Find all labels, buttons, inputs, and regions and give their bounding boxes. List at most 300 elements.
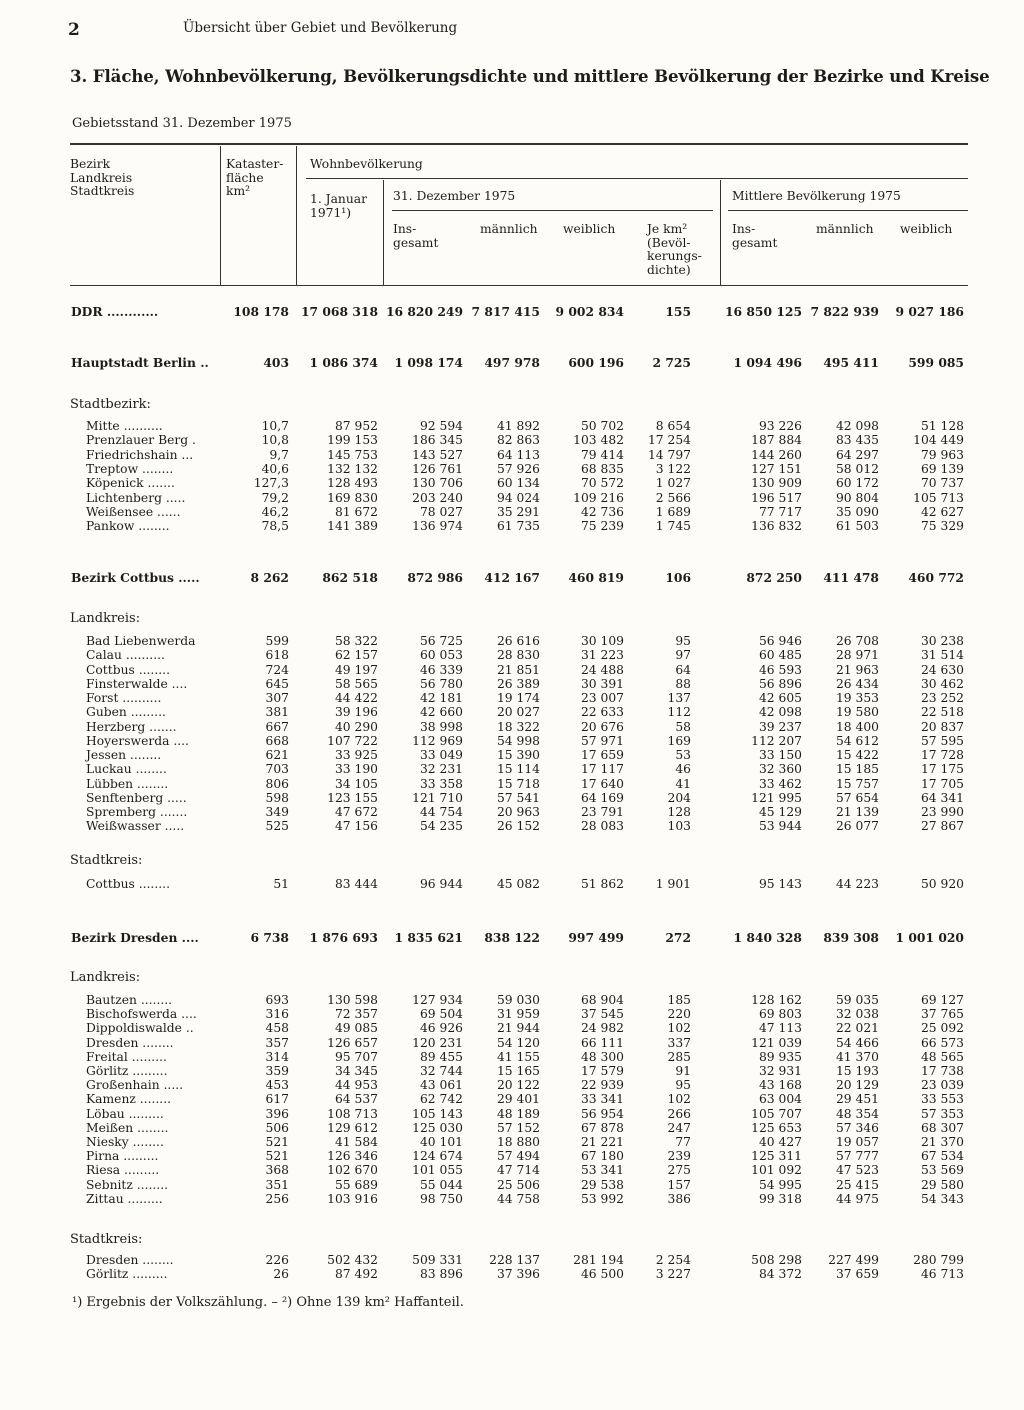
cell-col-9: 66 573 [920,1035,964,1050]
cell-col-5: 37 545 [580,1007,624,1022]
cell-col-9: 37 765 [920,1007,964,1022]
cell-col-5: 22 633 [580,705,624,720]
cell-col-9: 9 027 186 [895,304,964,319]
row-label: Meißen ........ [86,1120,169,1135]
cell-col-3: 101 055 [412,1163,463,1178]
header-unit: Bezirk Landkreis Stadtkreis [70,157,135,198]
cell-col-2: 102 670 [327,1163,378,1178]
cell-col-1: 51 [273,877,289,891]
cell-col-8: 83 435 [835,433,879,448]
cell-col-5: 30 109 [580,634,624,648]
cell-col-5: 23 007 [580,691,624,705]
cell-col-4: 64 113 [496,447,540,462]
cell-col-8: 227 499 [828,1253,879,1267]
header-area: Kataster- fläche km² [226,157,284,198]
cell-col-2: 123 155 [327,790,378,805]
row-label: Görlitz ......... [86,1267,168,1282]
cell-col-4: 497 978 [484,355,540,370]
cell-col-3: 143 527 [412,447,463,462]
cell-col-2: 1 086 374 [309,355,378,370]
page-number: 2 [68,20,80,40]
row-label: Herzberg ....... [86,719,177,734]
cell-col-1: 6 738 [250,930,289,945]
cell-col-7: 46 593 [758,662,802,677]
cell-col-6: 8 654 [655,419,691,433]
cell-col-9: 70 737 [920,476,964,491]
cell-col-9: 25 092 [920,1021,964,1036]
row-landkreis [0,1149,1024,1163]
cell-col-2: 44 953 [334,1078,378,1093]
cell-col-7: 127 151 [751,461,802,476]
row-landkreis [0,1064,1024,1078]
cell-col-9: 17 705 [920,776,964,791]
row-label: Großenhain ..... [86,1078,184,1093]
cell-col-8: 26 077 [835,819,879,834]
cell-col-8: 19 353 [835,691,879,705]
cell-col-1: 108 178 [233,304,289,319]
cell-col-3: 872 986 [407,570,463,585]
cell-col-4: 15 114 [496,762,540,777]
cell-col-8: 20 129 [835,1078,879,1093]
cell-col-2: 108 713 [327,1106,378,1121]
cell-col-3: 78 027 [419,504,463,519]
cell-col-4: 45 082 [496,877,540,891]
cell-col-9: 29 580 [920,1177,964,1192]
cell-col-2: 132 132 [327,461,378,476]
header-vline-3 [383,180,384,285]
row-landkreis [0,1078,1024,1092]
cell-col-4: 26 389 [496,676,540,691]
cell-col-7: 121 995 [751,790,802,805]
cell-col-4: 18 322 [496,719,540,734]
row-label: Dresden ........ [86,1253,174,1267]
cell-col-3: 89 455 [419,1049,463,1064]
cell-col-5: 17 579 [580,1064,624,1078]
cell-col-7: 56 896 [758,676,802,691]
cell-col-3: 124 674 [412,1149,463,1164]
row-landkreis [0,748,1024,762]
cell-col-4: 15 165 [496,1064,540,1078]
cell-col-9: 27 867 [920,819,964,834]
cell-col-2: 72 357 [334,1007,378,1022]
cell-col-9: 30 462 [920,676,964,691]
cell-col-5: 109 216 [573,490,624,505]
cell-col-1: 667 [265,719,289,734]
cell-col-1: 359 [265,1064,289,1078]
cell-col-6: 2 566 [655,490,691,505]
cell-col-1: 521 [265,1135,289,1149]
cell-col-5: 23 791 [580,805,624,819]
cell-col-2: 130 598 [327,993,378,1007]
cell-col-1: 78,5 [261,519,289,534]
cell-col-2: 64 537 [334,1092,378,1107]
cell-col-1: 693 [265,993,289,1007]
header-rule-mittlere [728,210,968,211]
row-landkreis [0,777,1024,791]
cell-col-8: 21 139 [835,805,879,819]
cell-col-8: 41 370 [835,1049,879,1064]
row-label: Zittau ......... [86,1191,163,1206]
row-label: Calau .......... [86,648,165,663]
header-insgesamt: Ins- gesamt [393,222,439,250]
cell-col-7: 89 935 [758,1049,802,1064]
cell-col-3: 120 231 [412,1035,463,1050]
cell-col-7: 187 884 [751,433,802,448]
table-top-rule [70,143,968,145]
row-bezirk-dresden [0,931,1024,945]
row-stadtbezirk [0,419,1024,433]
cell-col-1: 599 [265,634,289,648]
cell-col-3: 16 820 249 [385,304,463,319]
cell-col-8: 7 822 939 [810,304,879,319]
cell-col-3: 62 742 [419,1092,463,1107]
cell-col-3: 43 061 [419,1078,463,1093]
cell-col-9: 280 799 [913,1253,964,1267]
cell-col-7: 130 909 [751,476,802,491]
cell-col-3: 32 744 [419,1064,463,1078]
cell-col-5: 30 391 [580,676,624,691]
cell-col-3: 40 101 [419,1135,463,1149]
cell-col-5: 57 971 [580,733,624,748]
cell-col-3: 186 345 [412,433,463,448]
cell-col-7: 54 995 [758,1177,802,1192]
cell-col-7: 125 653 [751,1120,802,1135]
cell-col-3: 83 896 [419,1267,463,1282]
cell-col-9: 1 001 020 [895,930,964,945]
cell-col-6: 169 [667,733,691,748]
row-label: Weißensee ...... [86,504,181,519]
cell-col-6: 1 027 [655,476,691,491]
cell-col-4: 47 714 [496,1163,540,1178]
cell-col-2: 502 432 [327,1253,378,1267]
row-label: Mitte .......... [86,419,163,433]
cell-col-9: 17 728 [920,748,964,762]
cell-col-8: 19 057 [835,1135,879,1149]
cell-col-7: 42 098 [758,705,802,720]
cell-col-9: 75 329 [920,519,964,534]
header-rule-dec1975 [392,210,713,211]
cell-col-8: 58 012 [835,461,879,476]
cell-col-6: 88 [675,676,691,691]
row-landkreis [0,720,1024,734]
cell-col-8: 54 612 [835,733,879,748]
cell-col-2: 40 290 [334,719,378,734]
row-stadtbezirk [0,448,1024,462]
cell-col-3: 130 706 [412,476,463,491]
row-landkreis [0,734,1024,748]
cell-col-1: 307 [265,691,289,705]
cell-col-7: 33 462 [758,776,802,791]
cell-col-8: 411 478 [823,570,879,585]
cell-col-3: 92 594 [419,419,463,433]
row-landkreis [0,1050,1024,1064]
cell-col-3: 33 049 [419,748,463,762]
cell-col-1: 351 [265,1177,289,1192]
cell-col-1: 226 [265,1253,289,1267]
cell-col-1: 617 [265,1092,289,1107]
cell-col-5: 17 659 [580,748,624,762]
row-landkreis [0,1036,1024,1050]
cell-col-4: 26 616 [496,634,540,648]
cell-col-4: 57 152 [496,1120,540,1135]
cell-col-3: 203 240 [412,490,463,505]
section-stadtbezirk: Stadtbezirk: [70,397,151,412]
cell-col-7: 53 944 [758,819,802,834]
cell-col-9: 42 627 [920,504,964,519]
row-landkreis [0,805,1024,819]
row-label: Sebnitz ........ [86,1177,169,1192]
cell-col-1: 8 262 [250,570,289,585]
cell-col-5: 17 640 [580,776,624,791]
cell-col-3: 98 750 [419,1191,463,1206]
cell-col-7: 32 931 [758,1064,802,1078]
cell-col-1: 396 [265,1106,289,1121]
cell-col-6: 14 797 [647,447,691,462]
cell-col-3: 38 998 [419,719,463,734]
cell-col-4: 20 122 [496,1078,540,1093]
cell-col-1: 46,2 [261,504,289,519]
cell-col-4: 61 735 [496,519,540,534]
cell-col-6: 1 745 [655,519,691,534]
cell-col-3: 33 358 [419,776,463,791]
cell-col-4: 15 390 [496,748,540,762]
cell-col-7: 69 803 [758,1007,802,1022]
cell-col-5: 68 904 [580,993,624,1007]
cell-col-3: 1 835 621 [394,930,463,945]
cell-col-2: 83 444 [334,877,378,891]
cell-col-5: 64 169 [580,790,624,805]
cell-col-4: 25 506 [496,1177,540,1192]
row-bezirk-cottbus [0,571,1024,585]
row-landkreis [0,677,1024,691]
row-label: Luckau ........ [86,762,167,777]
cell-col-6: 220 [667,1007,691,1022]
cell-col-5: 79 414 [580,447,624,462]
cell-col-7: 43 168 [758,1078,802,1093]
cell-col-5: 50 702 [580,419,624,433]
row-label: Finsterwalde .... [86,676,188,691]
cell-col-5: 51 862 [580,877,624,891]
row-stadtbezirk [0,505,1024,519]
header-wohnbevoelkerung: Wohnbevölkerung [310,157,423,171]
cell-col-6: 102 [667,1021,691,1036]
cell-col-8: 28 971 [835,648,879,663]
cell-col-2: 169 830 [327,490,378,505]
cell-col-6: 272 [665,930,691,945]
cell-col-1: 10,7 [261,419,289,433]
cell-col-5: 20 676 [580,719,624,734]
cell-col-5: 53 992 [580,1191,624,1206]
row-landkreis [0,1178,1024,1192]
row-landkreis [0,691,1024,705]
cell-col-2: 129 612 [327,1120,378,1135]
cell-col-1: 127,3 [253,476,289,491]
cell-col-8: 57 654 [835,790,879,805]
cell-col-7: 47 113 [758,1021,802,1036]
cell-col-3: 127 934 [412,993,463,1007]
cell-col-8: 57 777 [835,1149,879,1164]
cell-col-6: 285 [667,1049,691,1064]
cell-col-3: 46 926 [419,1021,463,1036]
cell-col-1: 806 [265,776,289,791]
cell-col-6: 239 [667,1149,691,1164]
cell-col-3: 509 331 [412,1253,463,1267]
cell-col-1: 314 [265,1049,289,1064]
cell-col-3: 32 231 [419,762,463,777]
cell-col-9: 33 553 [920,1092,964,1107]
section-stadtkreis-cottbus: Stadtkreis: [70,853,143,868]
cell-col-7: 99 318 [758,1191,802,1206]
cell-col-3: 55 044 [419,1177,463,1192]
cell-col-8: 57 346 [835,1120,879,1135]
cell-col-2: 126 657 [327,1035,378,1050]
cell-col-9: 460 772 [908,570,964,585]
cell-col-8: 15 422 [835,748,879,762]
header-rule-wohnbev [306,178,968,179]
running-head: Übersicht über Gebiet und Bevölkerung [183,20,458,36]
cell-col-9: 69 127 [920,993,964,1007]
cell-col-2: 87 952 [334,419,378,433]
cell-col-9: 69 139 [920,461,964,476]
cell-col-8: 48 354 [835,1106,879,1121]
cell-col-9: 67 534 [920,1149,964,1164]
cell-col-8: 26 434 [835,676,879,691]
cell-col-1: 525 [265,819,289,834]
cell-col-1: 349 [265,805,289,819]
cell-col-5: 46 500 [580,1267,624,1282]
cell-col-7: 196 517 [751,490,802,505]
cell-col-3: 126 761 [412,461,463,476]
row-landkreis [0,1107,1024,1121]
cell-col-2: 33 925 [334,748,378,762]
cell-col-7: 508 298 [751,1253,802,1267]
row-landkreis [0,1092,1024,1106]
cell-col-5: 281 194 [573,1253,624,1267]
cell-col-6: 97 [675,648,691,663]
cell-col-1: 668 [265,733,289,748]
row-stadtbezirk [0,433,1024,447]
cell-col-6: 137 [667,691,691,705]
cell-col-4: 31 959 [496,1007,540,1022]
section-landkreis-cottbus: Landkreis: [70,611,141,626]
cell-col-5: 17 117 [580,762,624,777]
cell-col-8: 44 975 [835,1191,879,1206]
cell-col-2: 34 105 [334,776,378,791]
cell-col-9: 31 514 [920,648,964,663]
cell-col-9: 64 341 [920,790,964,805]
row-label: Guben ......... [86,705,166,720]
cell-col-6: 185 [667,993,691,1007]
row-landkreis [0,705,1024,719]
cell-col-2: 95 707 [334,1049,378,1064]
cell-col-2: 41 584 [334,1135,378,1149]
row-label: Niesky ........ [86,1135,164,1149]
row-label: Bezirk Cottbus ..... [71,570,200,585]
cell-col-7: 77 717 [758,504,802,519]
cell-col-6: 3 122 [655,461,691,476]
cell-col-3: 46 339 [419,662,463,677]
row-ddr [0,305,1024,319]
cell-col-5: 29 538 [580,1177,624,1192]
cell-col-9: 17 175 [920,762,964,777]
cell-col-2: 55 689 [334,1177,378,1192]
cell-col-7: 63 004 [758,1092,802,1107]
cell-col-1: 256 [265,1191,289,1206]
row-label: Bezirk Dresden .... [71,930,199,945]
cell-col-2: 1 876 693 [309,930,378,945]
cell-col-7: 1 094 496 [733,355,802,370]
cell-col-8: 19 580 [835,705,879,720]
cell-col-7: 95 143 [758,877,802,891]
cell-col-6: 17 254 [647,433,691,448]
row-landkreis [0,634,1024,648]
cell-col-8: 15 757 [835,776,879,791]
cell-col-9: 105 713 [913,490,964,505]
header-weiblich: weiblich [563,222,616,236]
cell-col-6: 2 725 [652,355,691,370]
cell-col-2: 49 197 [334,662,378,677]
cell-col-7: 101 092 [751,1163,802,1178]
cell-col-6: 53 [675,748,691,762]
cell-col-6: 247 [667,1120,691,1135]
row-label: Cottbus ........ [86,662,170,677]
cell-col-9: 23 039 [920,1078,964,1093]
header-dichte: Je km² (Bevöl- kerungs- dichte) [647,222,702,277]
cell-col-3: 56 725 [419,634,463,648]
cell-col-3: 60 053 [419,648,463,663]
cell-col-5: 42 736 [580,504,624,519]
cell-col-4: 44 758 [496,1191,540,1206]
row-landkreis [0,1163,1024,1177]
cell-col-7: 872 250 [746,570,802,585]
cell-col-4: 838 122 [484,930,540,945]
cell-col-3: 56 780 [419,676,463,691]
row-stadtbezirk [0,462,1024,476]
row-label: Löbau ......... [86,1106,164,1121]
cell-col-8: 15 185 [835,762,879,777]
cell-col-1: 453 [265,1078,289,1093]
cell-col-1: 79,2 [261,490,289,505]
cell-col-8: 60 172 [835,476,879,491]
cell-col-4: 35 291 [496,504,540,519]
row-label: Bautzen ........ [86,993,173,1007]
cell-col-8: 90 804 [835,490,879,505]
cell-col-4: 15 718 [496,776,540,791]
row-stadtbezirk [0,476,1024,490]
row-stadtbezirk [0,519,1024,533]
row-label: Weißwasser ..... [86,819,185,834]
row-berlin [0,356,1024,370]
cell-col-1: 316 [265,1007,289,1022]
row-landkreis [0,648,1024,662]
cell-col-5: 53 341 [580,1163,624,1178]
cell-col-6: 91 [675,1064,691,1078]
cell-col-3: 54 235 [419,819,463,834]
row-label: Bischofswerda .... [86,1007,197,1022]
cell-col-2: 49 085 [334,1021,378,1036]
row-label: Riesa ......... [86,1163,160,1178]
row-landkreis [0,791,1024,805]
cell-col-1: 521 [265,1149,289,1164]
cell-col-7: 60 485 [758,648,802,663]
row-label: Lübben ........ [86,776,169,791]
cell-col-2: 47 156 [334,819,378,834]
cell-col-9: 23 252 [920,691,964,705]
cell-col-7: 39 237 [758,719,802,734]
cell-col-1: 26 [273,1267,289,1282]
cell-col-4: 21 851 [496,662,540,677]
cell-col-8: 18 400 [835,719,879,734]
